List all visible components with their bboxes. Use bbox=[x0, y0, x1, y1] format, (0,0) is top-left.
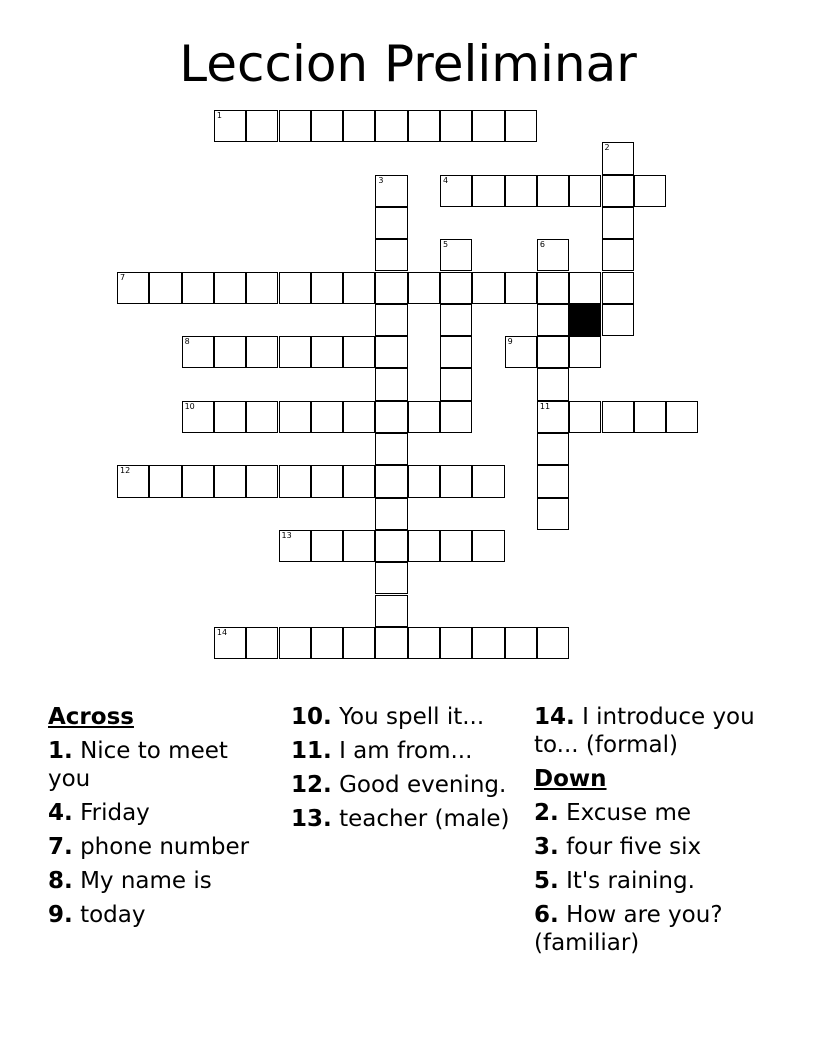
clue bbox=[48, 833, 273, 861]
clue-column-3 bbox=[534, 703, 759, 963]
grid-cell[interactable] bbox=[505, 336, 537, 368]
clue-number: 12 bbox=[120, 466, 131, 476]
clue bbox=[291, 703, 516, 731]
grid-cell[interactable] bbox=[375, 175, 407, 207]
grid-cell[interactable] bbox=[279, 401, 311, 433]
grid-cell[interactable] bbox=[505, 272, 537, 304]
grid-cell[interactable] bbox=[569, 272, 601, 304]
grid-cell[interactable] bbox=[279, 336, 311, 368]
grid-cell[interactable] bbox=[311, 465, 343, 497]
grid-cell[interactable] bbox=[440, 304, 472, 336]
grid-cell[interactable] bbox=[343, 627, 375, 659]
grid-cell[interactable] bbox=[343, 110, 375, 142]
grid-cell[interactable] bbox=[408, 530, 440, 562]
grid-cell[interactable] bbox=[537, 336, 569, 368]
grid-cell[interactable] bbox=[602, 401, 634, 433]
grid-cell[interactable] bbox=[666, 401, 698, 433]
grid-cell[interactable] bbox=[440, 336, 472, 368]
grid-cell[interactable] bbox=[182, 465, 214, 497]
grid-cell[interactable] bbox=[311, 272, 343, 304]
clue bbox=[291, 805, 516, 833]
grid-cell[interactable] bbox=[311, 530, 343, 562]
grid-cell[interactable] bbox=[311, 336, 343, 368]
grid-cell[interactable] bbox=[440, 465, 472, 497]
grid-cell[interactable] bbox=[634, 401, 666, 433]
grid-cell[interactable] bbox=[182, 401, 214, 433]
clue-number: 2. bbox=[534, 800, 559, 826]
clue-heading: Across bbox=[48, 704, 134, 730]
grid-cell[interactable] bbox=[375, 272, 407, 304]
clue-text: Nice to meet you bbox=[48, 738, 228, 792]
grid-cell[interactable] bbox=[602, 239, 634, 271]
grid-cell[interactable] bbox=[343, 465, 375, 497]
clue-text: today bbox=[80, 902, 146, 928]
grid-cell[interactable] bbox=[375, 304, 407, 336]
grid-cell[interactable] bbox=[537, 498, 569, 530]
clue-text: four five six bbox=[566, 834, 702, 860]
grid-cell[interactable] bbox=[311, 110, 343, 142]
grid-cell[interactable] bbox=[375, 368, 407, 400]
grid-cell[interactable] bbox=[375, 239, 407, 271]
grid-cell[interactable] bbox=[214, 627, 246, 659]
clue-number: 3. bbox=[534, 834, 559, 860]
clue-number: 13. bbox=[291, 806, 332, 832]
grid-cell[interactable] bbox=[246, 272, 278, 304]
clue-text: Excuse me bbox=[566, 800, 692, 826]
grid-cell[interactable] bbox=[408, 272, 440, 304]
grid-cell[interactable] bbox=[537, 239, 569, 271]
grid-cell[interactable] bbox=[214, 465, 246, 497]
grid-cell[interactable] bbox=[569, 175, 601, 207]
page-title: Leccion Preliminar bbox=[179, 35, 637, 93]
clue-heading: Down bbox=[534, 766, 607, 792]
grid-cell[interactable] bbox=[311, 401, 343, 433]
grid-cell[interactable] bbox=[182, 336, 214, 368]
clue bbox=[48, 867, 273, 895]
clue-number: 5 bbox=[443, 240, 449, 250]
clue-text: I introduce you to... (formal) bbox=[534, 704, 755, 758]
clue-number: 10. bbox=[291, 704, 332, 730]
grid-cell[interactable] bbox=[569, 401, 601, 433]
grid-cell[interactable] bbox=[375, 110, 407, 142]
grid-cell[interactable] bbox=[602, 304, 634, 336]
grid-cell[interactable] bbox=[472, 530, 504, 562]
grid-cell[interactable] bbox=[537, 465, 569, 497]
clue-column-2 bbox=[291, 703, 516, 839]
grid-cell[interactable] bbox=[472, 272, 504, 304]
clue-number: 9. bbox=[48, 902, 73, 928]
grid-cell[interactable] bbox=[537, 175, 569, 207]
clue-number: 3 bbox=[378, 175, 384, 185]
grid-cell[interactable] bbox=[279, 110, 311, 142]
clue bbox=[534, 703, 759, 759]
clue-column-1 bbox=[48, 703, 273, 935]
clue-number: 14 bbox=[216, 627, 228, 637]
grid-cell[interactable] bbox=[505, 175, 537, 207]
grid-cell[interactable] bbox=[602, 142, 634, 174]
clue bbox=[534, 901, 759, 957]
grid-cell[interactable] bbox=[246, 627, 278, 659]
grid-cell[interactable] bbox=[117, 465, 149, 497]
clue-number: 14. bbox=[534, 704, 575, 730]
clue-number: 10 bbox=[184, 401, 195, 411]
grid-cell[interactable] bbox=[440, 368, 472, 400]
grid-cell[interactable] bbox=[375, 336, 407, 368]
clue-number: 4. bbox=[48, 800, 73, 826]
grid-cell[interactable] bbox=[537, 368, 569, 400]
grid-cell[interactable] bbox=[440, 530, 472, 562]
grid-cell[interactable] bbox=[214, 336, 246, 368]
grid-cell[interactable] bbox=[375, 562, 407, 594]
grid-cell[interactable] bbox=[634, 175, 666, 207]
clue bbox=[48, 737, 273, 793]
clue-number: 7. bbox=[48, 834, 73, 860]
grid-cell[interactable] bbox=[246, 336, 278, 368]
clue-text: phone number bbox=[80, 834, 250, 860]
clue-text: How are you? (familiar) bbox=[534, 902, 723, 956]
grid-cell[interactable] bbox=[537, 304, 569, 336]
clue-number: 11 bbox=[539, 401, 551, 411]
grid-cell[interactable] bbox=[279, 530, 311, 562]
grid-cell[interactable] bbox=[214, 401, 246, 433]
grid-cell[interactable] bbox=[472, 175, 504, 207]
clue bbox=[48, 799, 273, 827]
grid-cell[interactable] bbox=[375, 498, 407, 530]
grid-cell[interactable] bbox=[408, 110, 440, 142]
clue-text: My name is bbox=[80, 868, 212, 894]
grid-cell[interactable] bbox=[602, 175, 634, 207]
clue-number: 8 bbox=[184, 337, 190, 347]
black-cell bbox=[569, 304, 601, 336]
grid-cell[interactable] bbox=[343, 336, 375, 368]
grid-cell[interactable] bbox=[408, 465, 440, 497]
clue-number: 5. bbox=[534, 868, 559, 894]
grid-cell[interactable] bbox=[602, 272, 634, 304]
clue bbox=[291, 737, 516, 765]
clue-text: Friday bbox=[80, 800, 150, 826]
clue-number: 11. bbox=[291, 738, 332, 764]
clue-number: 6 bbox=[539, 240, 545, 250]
clue-number: 4 bbox=[443, 175, 449, 185]
grid-cell[interactable] bbox=[375, 207, 407, 239]
grid-cell[interactable] bbox=[537, 401, 569, 433]
clue-number: 9 bbox=[507, 337, 513, 347]
grid-cell[interactable] bbox=[440, 175, 472, 207]
grid-cell[interactable] bbox=[569, 336, 601, 368]
clue bbox=[534, 833, 759, 861]
grid-cell[interactable] bbox=[117, 272, 149, 304]
grid-cell[interactable] bbox=[375, 433, 407, 465]
clue-text: I am from... bbox=[339, 738, 473, 764]
clue-number: 12. bbox=[291, 772, 332, 798]
grid-cell[interactable] bbox=[375, 401, 407, 433]
grid-cell[interactable] bbox=[505, 110, 537, 142]
clue-number: 1 bbox=[216, 111, 222, 120]
clue bbox=[534, 867, 759, 895]
grid-cell[interactable] bbox=[602, 207, 634, 239]
grid-cell[interactable] bbox=[149, 272, 181, 304]
grid-cell[interactable] bbox=[279, 272, 311, 304]
grid-cell[interactable] bbox=[246, 401, 278, 433]
grid-cell[interactable] bbox=[279, 465, 311, 497]
grid-cell[interactable] bbox=[408, 627, 440, 659]
grid-cell[interactable] bbox=[343, 530, 375, 562]
grid-cell[interactable] bbox=[472, 465, 504, 497]
grid-cell[interactable] bbox=[440, 627, 472, 659]
grid-cell[interactable] bbox=[440, 401, 472, 433]
clue-number: 7 bbox=[120, 272, 126, 282]
grid-cell[interactable] bbox=[149, 465, 181, 497]
grid-cell[interactable] bbox=[537, 433, 569, 465]
grid-cell[interactable] bbox=[505, 627, 537, 659]
grid-cell[interactable] bbox=[440, 272, 472, 304]
grid-cell[interactable] bbox=[375, 530, 407, 562]
grid-cell[interactable] bbox=[214, 110, 246, 142]
clue-text: Good evening. bbox=[339, 772, 507, 798]
clue-number: 8. bbox=[48, 868, 73, 894]
grid-cell[interactable] bbox=[279, 627, 311, 659]
clue-text: teacher (male) bbox=[339, 806, 510, 832]
grid-cell[interactable] bbox=[472, 627, 504, 659]
grid-cell[interactable] bbox=[246, 110, 278, 142]
clue-text: It's raining. bbox=[566, 868, 695, 894]
grid-cell[interactable] bbox=[408, 401, 440, 433]
clue bbox=[534, 799, 759, 827]
clue-number: 1. bbox=[48, 738, 73, 764]
grid-cell[interactable] bbox=[440, 239, 472, 271]
grid-cell[interactable] bbox=[472, 110, 504, 142]
grid-cell[interactable] bbox=[311, 627, 343, 659]
grid-cell[interactable] bbox=[214, 272, 246, 304]
grid-cell[interactable] bbox=[537, 272, 569, 304]
grid-cell[interactable] bbox=[537, 627, 569, 659]
grid-cell[interactable] bbox=[343, 401, 375, 433]
clue-text: You spell it... bbox=[339, 704, 485, 730]
grid-cell[interactable] bbox=[375, 465, 407, 497]
grid-cell[interactable] bbox=[343, 272, 375, 304]
clue-number: 6. bbox=[534, 902, 559, 928]
clue bbox=[48, 901, 273, 929]
grid-cell[interactable] bbox=[246, 465, 278, 497]
grid-cell[interactable] bbox=[182, 272, 214, 304]
clue-number: 2 bbox=[604, 143, 610, 153]
clue-number: 13 bbox=[281, 530, 292, 540]
clue bbox=[291, 771, 516, 799]
grid-cell[interactable] bbox=[375, 595, 407, 627]
grid-cell[interactable] bbox=[375, 627, 407, 659]
grid-cell[interactable] bbox=[440, 110, 472, 142]
